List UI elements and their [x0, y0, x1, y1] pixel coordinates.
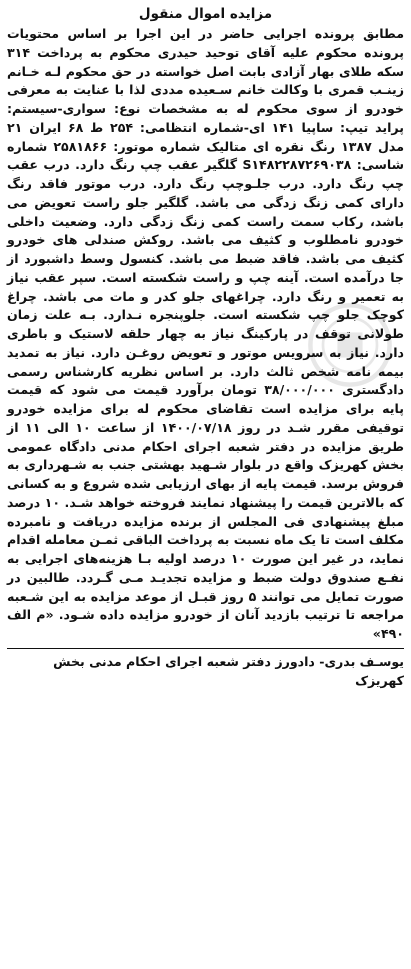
- notice-title: مزایده اموال منقول: [138, 6, 273, 22]
- signature-divider: [7, 648, 404, 649]
- notice-body: مطابق پرونده اجرایی حاضر در این اجرا بر اساس محتویات پرونده محکوم علیه آقای توحید حیدری محکوم به پرداخت ۳۱۴ سکه طلای بهار آزادی بابت اصل خواسته در حق محکوم لـه خـانم زینـب قمری با وکالت خانم سـعیده مددی لذا با عنایت به معرفی خودرو از سوی محکوم له به مشخصات نوع: سواری-سیستم: پراید تیپ: ساپیا ۱۴۱ ای-شماره انتظامی: ۲۵۴ ط ۶۸ ایران ۲۱ مدل ۱۳۸۷ رنگ نقره ای متالیک شماره موتور: ۲۵۸۱۸۶۶ شماره شاسی: S۱۴۸۲۲۸۷۲۶۹۰۳۸ گلگیر عقب چپ رنگ دارد. درب عقب چپ رنگ دارد. درب جلـوچپ رنگ دارد. درب موتور فاقد رنگ دارای کمی زنگ زدگی می باشد. گلگیر جلو راست تعویض می باشد، رکاب سمت راست کمی زنگ زدگی دارد. وضعیت داخلی خودرو نامطلوب و کثیف می باشد. روکش صندلی های خودرو کثیف می باشد. فاقد ضبط می باشد. کنسول وسط داشبورد از جا درآمده است. آینه چپ و راست شکسته است. سپر عقب نیاز به تعمیر و رنگ دارد. چراغهای جلو کدر و مات می باشد. چراغ کوچک جلو چپ شکسته است. جلوپنجره نـدارد. بـه علت زمان طولانی توقف در پارکینگ نیاز به چهار حلقه لاستیک و باطری دارد. نیاز به سرویس موتور و تعویض روغـن دارد. نیاز به تمدید بیمه نامه شخص ثالث دارد. بر اساس نظریه کارشناس رسمی دادگستری ۳۸/۰۰۰/۰۰۰ تومان برآورد قیمت می شود که قیمت پایه برای مزایده است تقاضای محکوم له برای مزایده خودرو توقیفی مقرر شـد در روز ۱۴۰۰/۰۷/۱۸ از ساعت ۱۰ الی ۱۱ از طریق مزایده در دفتر شعبه اجرای احکام مدنی دادگاه عمومی بخش کهریزک واقع در بلوار شـهید بهشتی جنب به شـهرداری به فروش برسد. قیمت پایه از بهای ارزیابی شده شروع و به کسانی که بالاترین قیمت را پیشنهاد نمایند فروخته خواهد شـد. ۱۰ درصد مبلغ پیشنهادی فی المجلس از برنده مزایده دریافت و نامبرده مکلف است تا یک ماه نسبت به پرداخت الباقی ثمـن معامله اقدام نماید، در غیر این صورت ۱۰ درصد اولیه بـا هزینه‌های اجرایی به نفـع صندوق دولت ضبط و مزایده تجدیـد مـی گـردد. طالبین در صورت تمایل می توانند ۵ روز قبـل از موعد مزایده به این شـعبه مراجعه تا ترتیب بازدید آنان از خودرو مزایده داده شـود. «م الف ۴۹۰»: [6, 26, 404, 641]
- notice-signature: یوسـف بدری- دادورز دفتر شعبه اجرای احکام مدنی بخش کهریزک: [53, 653, 404, 688]
